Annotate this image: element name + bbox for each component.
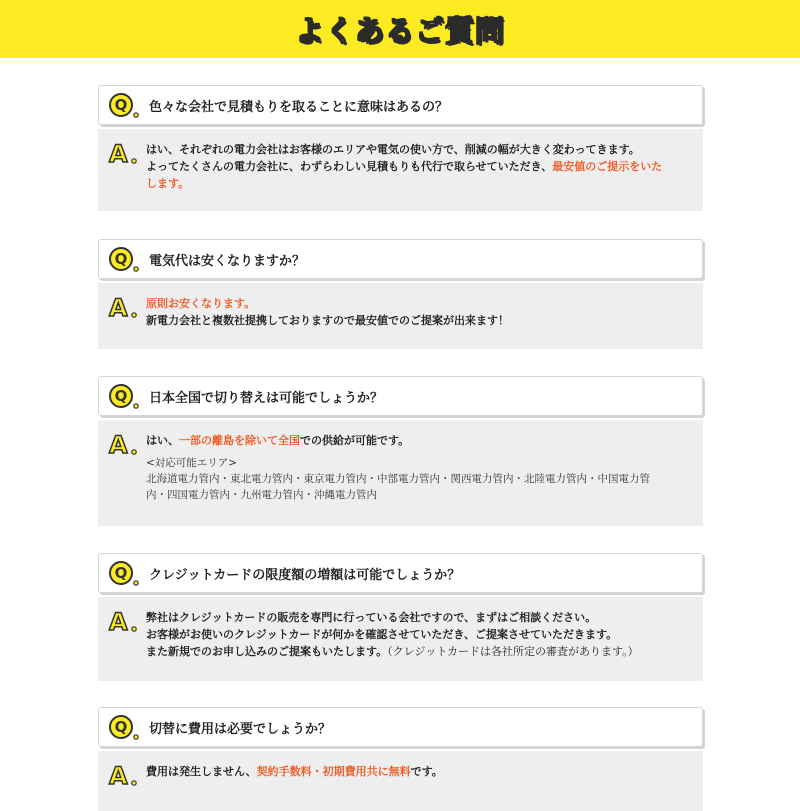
page-header [0,0,800,58]
svg-text:A: A [109,608,128,635]
answer-highlight: 最安値のご提示をいた [552,160,663,173]
answer-box [98,597,703,681]
area-list: 北海道電力管内・東北電力管内・東京電力管内・中部電力管内・関西電力管内・北陸電力管内・中国電力管 [146,473,650,485]
answer-highlight: 契約手数料・初期費用共に無料 [256,765,411,778]
answer-text: はい、 [146,434,179,447]
faq-item [98,376,703,526]
svg-text:Q: Q [114,250,128,268]
faq-item [98,707,703,811]
answer-box [98,129,703,211]
q-icon [107,244,141,274]
area-list: 内・四国電力管内・九州電力管内・沖縄電力管内 [146,489,377,501]
faq-item [98,553,703,681]
question-text: 日本全国で切り替えは可能でしょうか？ [149,390,384,406]
svg-text:Q: Q [114,387,128,405]
answer-line: はい、それぞれの電力会社はお客様のエリアや電気の使い方で、削減の幅が大きく変わってきます。 [146,143,640,156]
answer-line [146,763,691,780]
a-icon [107,607,139,635]
answer-line [146,643,691,660]
question-box[interactable] [98,239,703,279]
answer-box [98,420,703,526]
q-icon [107,558,141,588]
svg-text:A: A [109,294,128,321]
question-text: クレジットカードの限度額の増額は可能でしょうか？ [149,567,461,583]
svg-text:Q: Q [114,564,128,582]
faq-item [98,239,703,349]
answer-text: よってたくさんの電力会社に、わずらわしい見積もりも代行で取らせていただき、 [146,160,553,173]
question-text: 色々な会社で見積もりを取ることに意味はあるの？ [149,99,449,115]
a-icon [107,430,139,458]
q-icon [107,712,141,742]
answer-box [98,283,703,349]
a-icon [107,139,139,167]
a-icon [107,293,139,321]
question-box[interactable] [98,85,703,125]
q-icon [107,90,141,120]
svg-text:A: A [109,140,128,167]
answer-note: （クレジットカードは各社所定の審査があります。） [387,645,639,658]
answer-text: 費用は発生しません、 [146,765,257,778]
page-title: よくあるご質問 [294,13,505,48]
answer-text: での供給が可能です。 [300,434,410,447]
answer-line: お客様がお使いのクレジットカードが何かを確認させていただき、ご提案させていただきます。 [146,628,618,641]
answer-line: 弊社はクレジットカードの販売を専門に行っている会社ですので、まずはご相談ください。 [146,611,597,624]
answer-highlight: 原則お安くなります。 [146,297,256,310]
answer-box [98,751,703,811]
answer-line: 新電力会社と複数社提携しておりますので最安値でのご提案が出来ます！ [146,314,509,327]
faq-item [98,85,703,211]
svg-text:Q: Q [114,96,128,114]
svg-text:A: A [109,762,128,789]
answer-text: です。 [410,765,443,778]
answer-highlight: します。 [146,177,190,190]
question-box[interactable] [98,707,703,747]
area-title: <対応可能エリア> [146,457,238,469]
question-text: 切替に費用は必要でしょうか？ [149,721,332,737]
question-box[interactable] [98,376,703,416]
answer-line [146,158,691,175]
answer-line [146,432,691,449]
question-text: 電気代は安くなりますか？ [149,253,306,269]
question-box[interactable] [98,553,703,593]
svg-text:Q: Q [114,718,128,736]
answer-highlight: 一部の離島を除いて全国 [179,434,300,447]
a-icon [107,761,139,789]
q-icon [107,381,141,411]
svg-text:A: A [109,431,128,458]
answer-text: また新規でのお申し込みのご提案もいたします。 [146,645,388,658]
